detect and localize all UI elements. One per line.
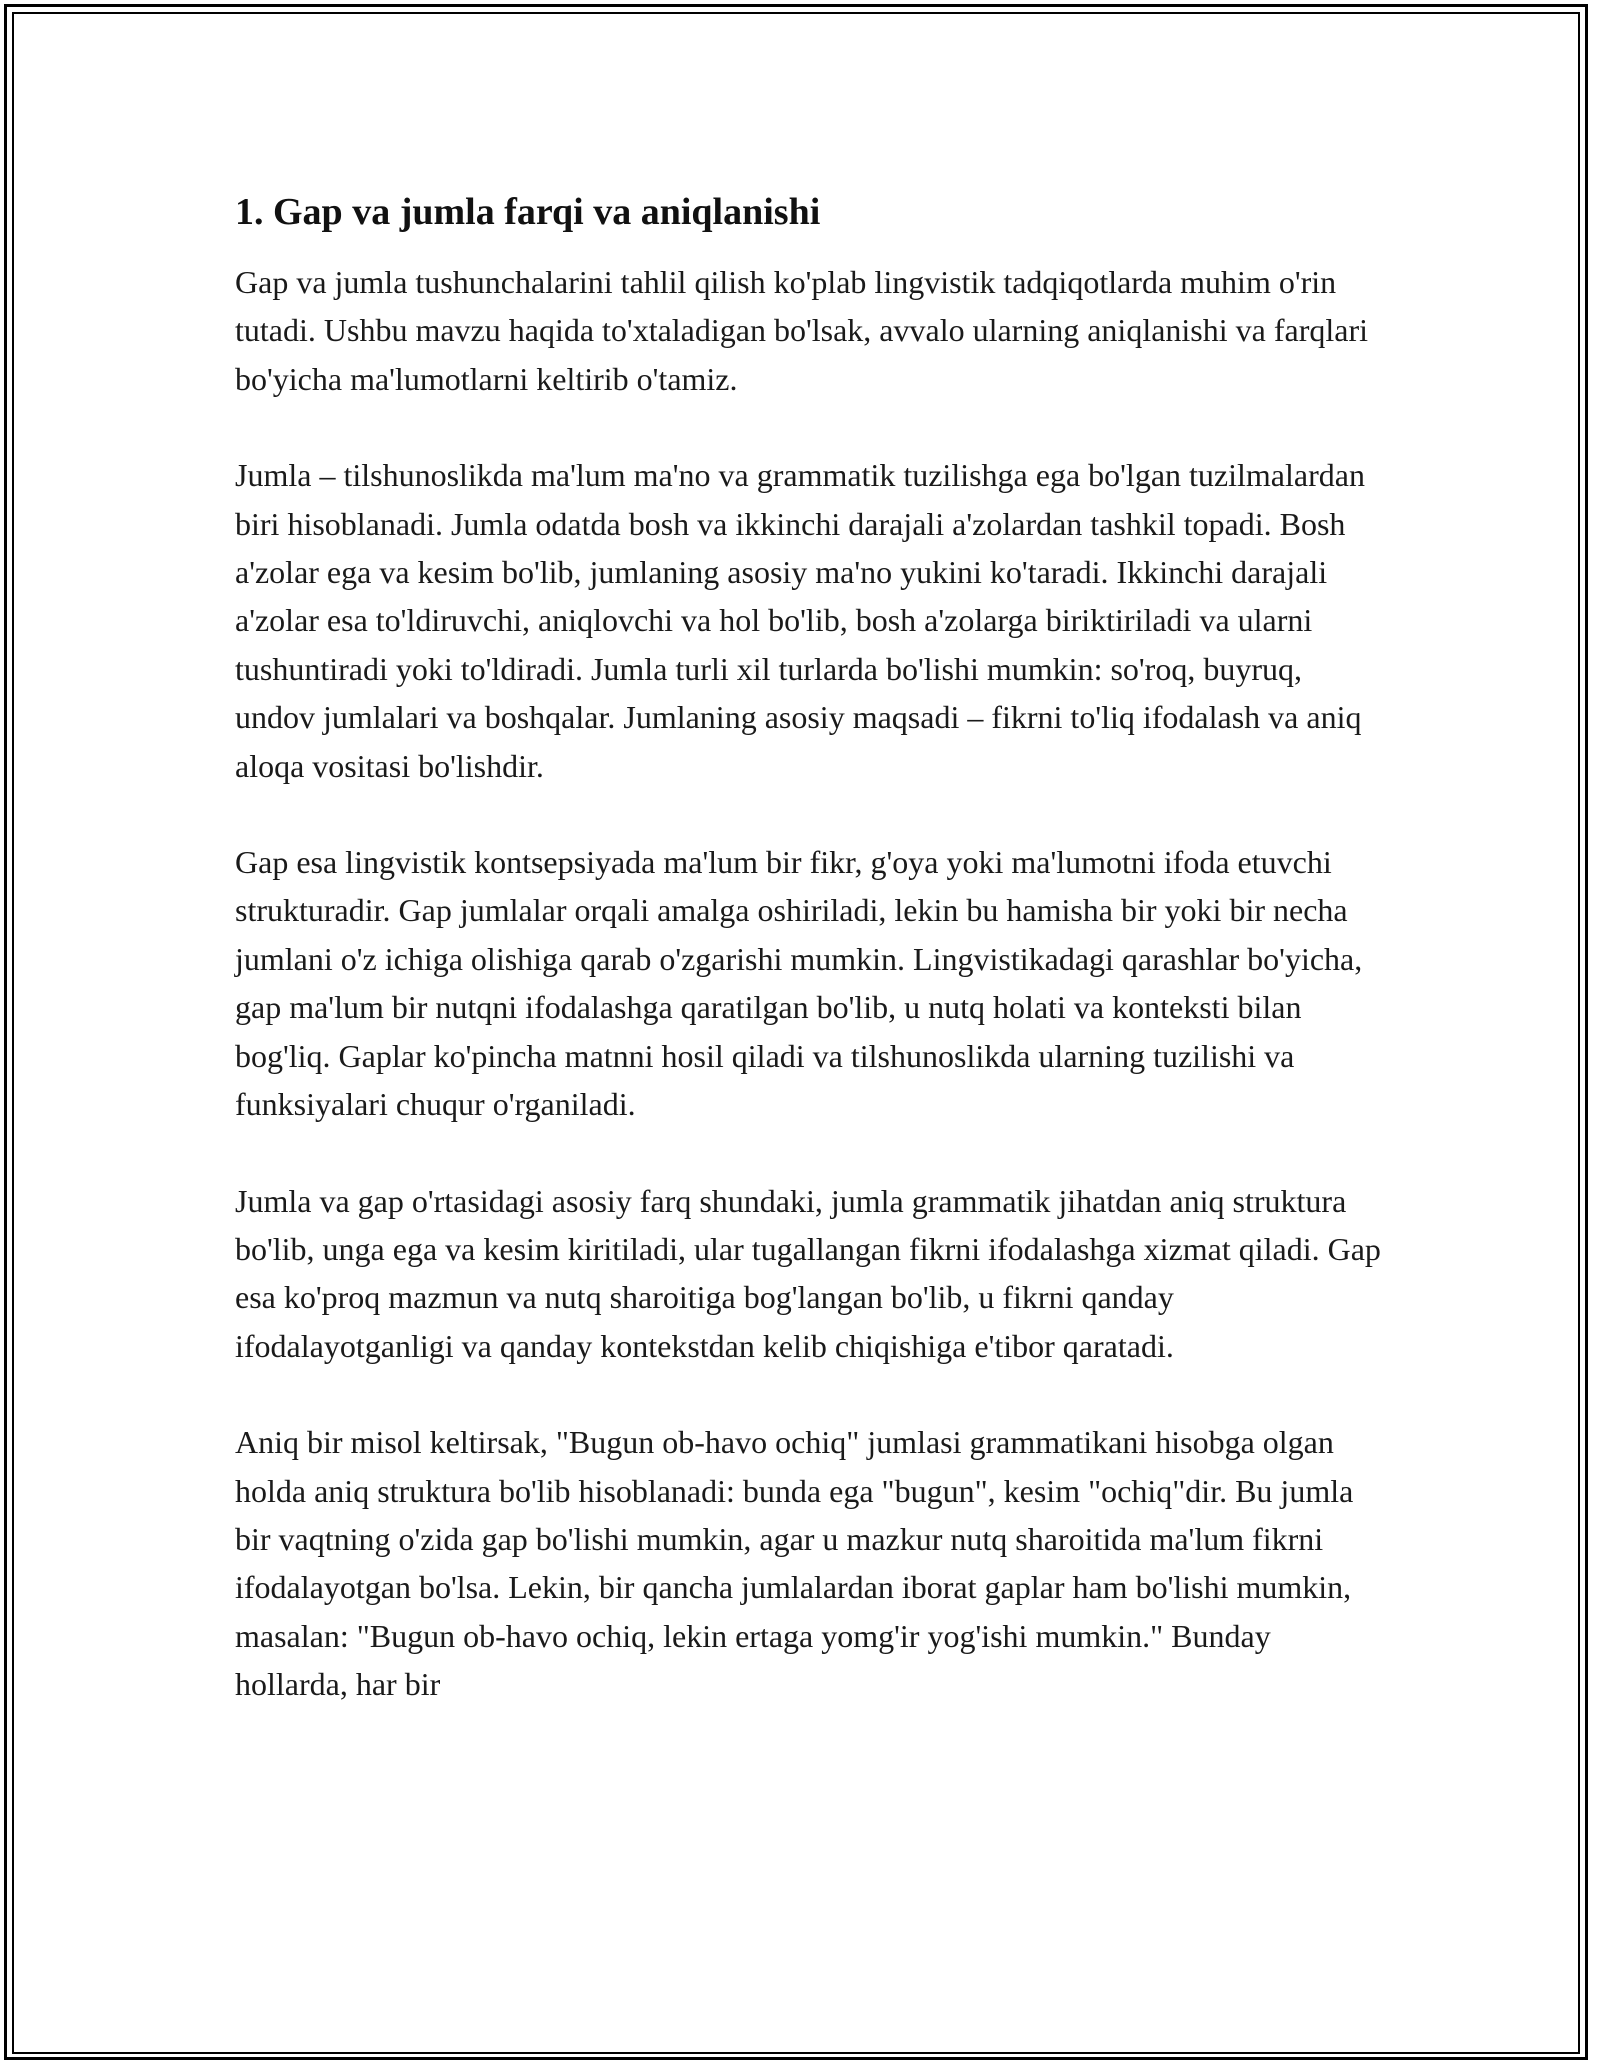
paragraph-difference: Jumla va gap o'rtasidagi asosiy farq shundaki, jumla grammatik jihatdan aniq struktura bo'lib, unga ega va kesim kiritiladi, ular tugallangan fikrni ifodalashga xizmat qiladi. Gap esa ko'proq mazmun va nutq sharoitiga bog'langan bo'lib, u fikrni qanday ifodalayotganligi va qanday kontekstdan kelib chiqishiga e'tibor qaratadi. [235, 1182, 1381, 1364]
paragraph-gap-definition: Gap esa lingvistik kontsepsiyada ma'lum bir fikr, g'oya yoki ma'lumotni ifoda etuvchi strukturadir. Gap jumlalar orqali amalga oshiriladi, lekin bu hamisha bir yoki bir necha jumlani o'z ichiga olishiga qarab o'zgarishi mumkin. Lingvistikadagi qarashlar bo'yicha, gap ma'lum bir nutqni ifodalashga qaratilgan bo'lib, u nutq holati va konteksti bilan bog'liq. Gaplar ko'pincha matnni hosil qiladi va tilshunoslikda ularning tuzilishi va funksiyalari chuqur o'rganiladi. [235, 844, 1363, 1123]
paragraph-jumla-definition: Jumla – tilshunoslikda ma'lum ma'no va grammatik tuzilishga ega bo'lgan tuzilmalardan biri hisoblanadi. Jumla odatda bosh va ikkinchi darajali a'zolardan tashkil topadi. Bosh a'zolar ega va kesim bo'lib, jumlaning asosiy ma'no yukini ko'taradi. Ikkinchi darajali a'zolar esa to'ldiruvchi, aniqlovchi va hol bo'lib, bosh a'zolarga biriktiriladi va ularni tushuntiradi yoki to'ldiradi. Jumla turli xil turlarda bo'lishi mumkin: so'roq, buyruq, undov jumlalari va boshqalar. Jumlaning asosiy maqsadi – fikrni to'liq ifodalash va aniq aloqa vositasi bo'lishdir. [235, 457, 1365, 784]
paragraph-intro: Gap va jumla tushunchalarini tahlil qilish ko'plab lingvistik tadqiqotlarda muhim o'rin tutadi. Ushbu mavzu haqida to'xtaladigan bo'lsak, avvalo ularning aniqlanishi va farqlari bo'yicha ma'lumotlarni keltirib o'tamiz. [235, 264, 1368, 397]
document-body [235, 186, 1385, 1709]
section-heading: 1. Gap va jumla farqi va aniqlanishi [235, 191, 821, 233]
paragraph-example: Aniq bir misol keltirsak, "Bugun ob-havo ochiq" jumlasi grammatikani hisobga olgan holda aniq struktura bo'lib hisoblanadi: bunda ega "bugun", kesim "ochiq"dir. Bu jumla bir vaqtning o'zida gap bo'lishi mumkin, agar u mazkur nutq sharoitida ma'lum fikrni ifodalayotgan bo'lsa. Lekin, bir qancha jumlalardan iborat gaplar ham bo'lishi mumkin, masalan: "Bugun ob-havo ochiq, lekin ertaga yomg'ir yog'ishi mumkin." Bunday hollarda, har bir [235, 1424, 1354, 1703]
